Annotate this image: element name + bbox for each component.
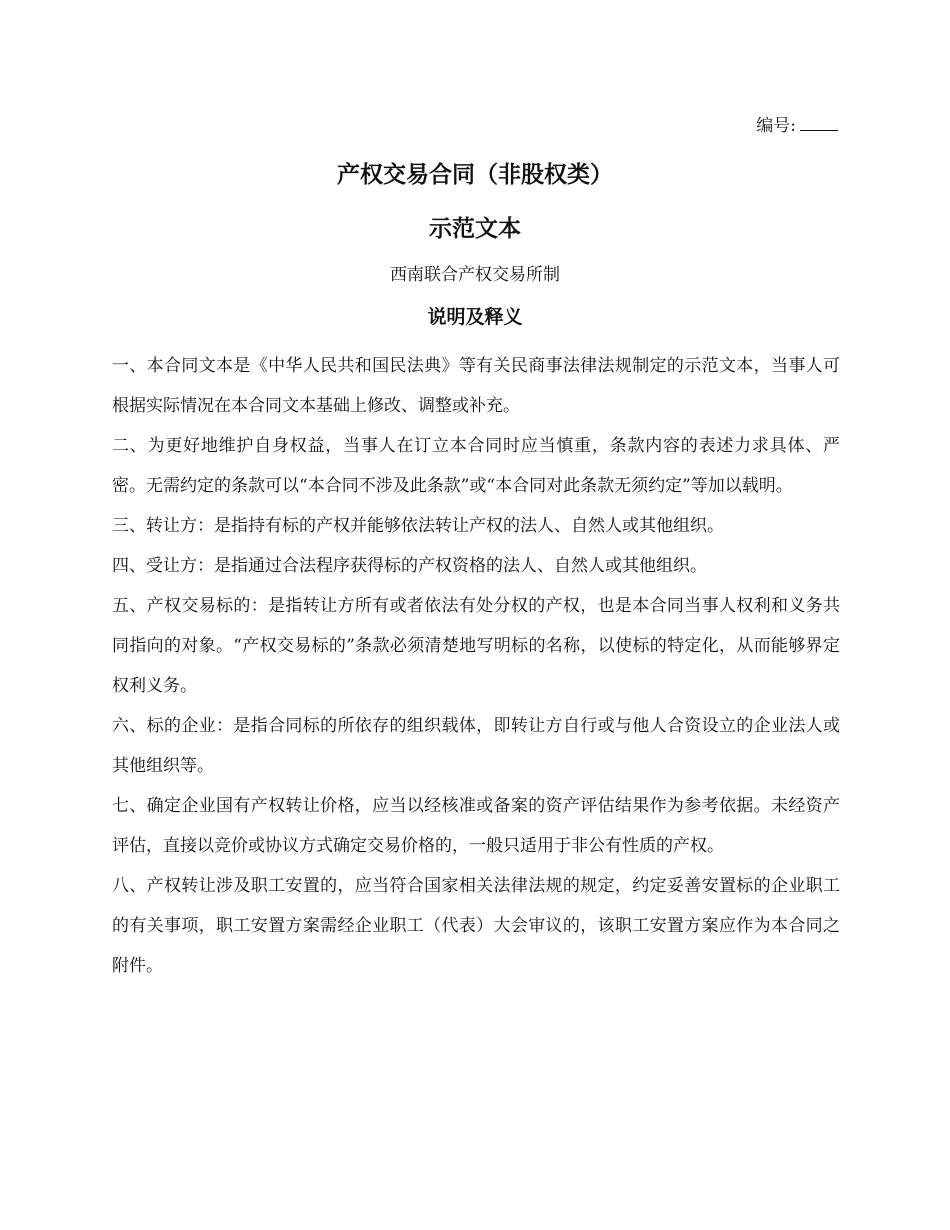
serial-number-blank <box>800 114 838 131</box>
paragraph-8: 八、产权转让涉及职工安置的，应当符合国家相关法律法规的规定，约定妥善安置标的企业职工的有关事项，职工安置方案需经企业职工（代表）大会审议的，该职工安置方案应作为本合同之附件。 <box>112 876 840 976</box>
paragraph-3: 三、转让方：是指持有标的产权并能够依法转让产权的法人、自然人或其他组织。 <box>112 516 724 536</box>
paragraph-4: 四、受让方：是指通过合法程序获得标的产权资格的法人、自然人或其他组织。 <box>112 556 707 576</box>
paragraph-6: 六、标的企业：是指合同标的所依存的组织载体，即转让方自行或与他人合资设立的企业法人或其他组织等。 <box>112 716 840 776</box>
document-title: 产权交易合同（非股权类） <box>337 161 613 188</box>
paragraph-7: 七、确定企业国有产权转让价格，应当以经核准或备案的资产评估结果作为参考依据。未经资产评估，直接以竞价或协议方式确定交易价格的，一般只适用于非公有性质的产权。 <box>112 796 840 856</box>
paragraph-1: 一、本合同文本是《中华人民共和国民法典》等有关民商事法律法规制定的示范文本，当事人可根据实际情况在本合同文本基础上修改、调整或补充。 <box>112 356 840 416</box>
document-subtitle: 示范文本 <box>429 215 521 242</box>
section-body <box>112 346 840 986</box>
serial-number <box>756 114 838 138</box>
serial-number-label: 编号: <box>756 116 796 136</box>
paragraph-5: 五、产权交易标的：是指转让方所有或者依法有处分权的产权，也是本合同当事人权利和义务共同指向的对象。“产权交易标的”条款必须清楚地写明标的名称，以使标的特定化，从而能够界定权利义务。 <box>112 596 840 696</box>
document-issuer: 西南联合产权交易所制 <box>390 265 560 285</box>
section-heading: 说明及释义 <box>427 306 523 328</box>
paragraph-2: 二、为更好地维护自身权益，当事人在订立本合同时应当慎重，条款内容的表述力求具体、严密。无需约定的条款可以“本合同不涉及此条款”或“本合同对此条款无须约定”等加以载明。 <box>112 436 840 496</box>
